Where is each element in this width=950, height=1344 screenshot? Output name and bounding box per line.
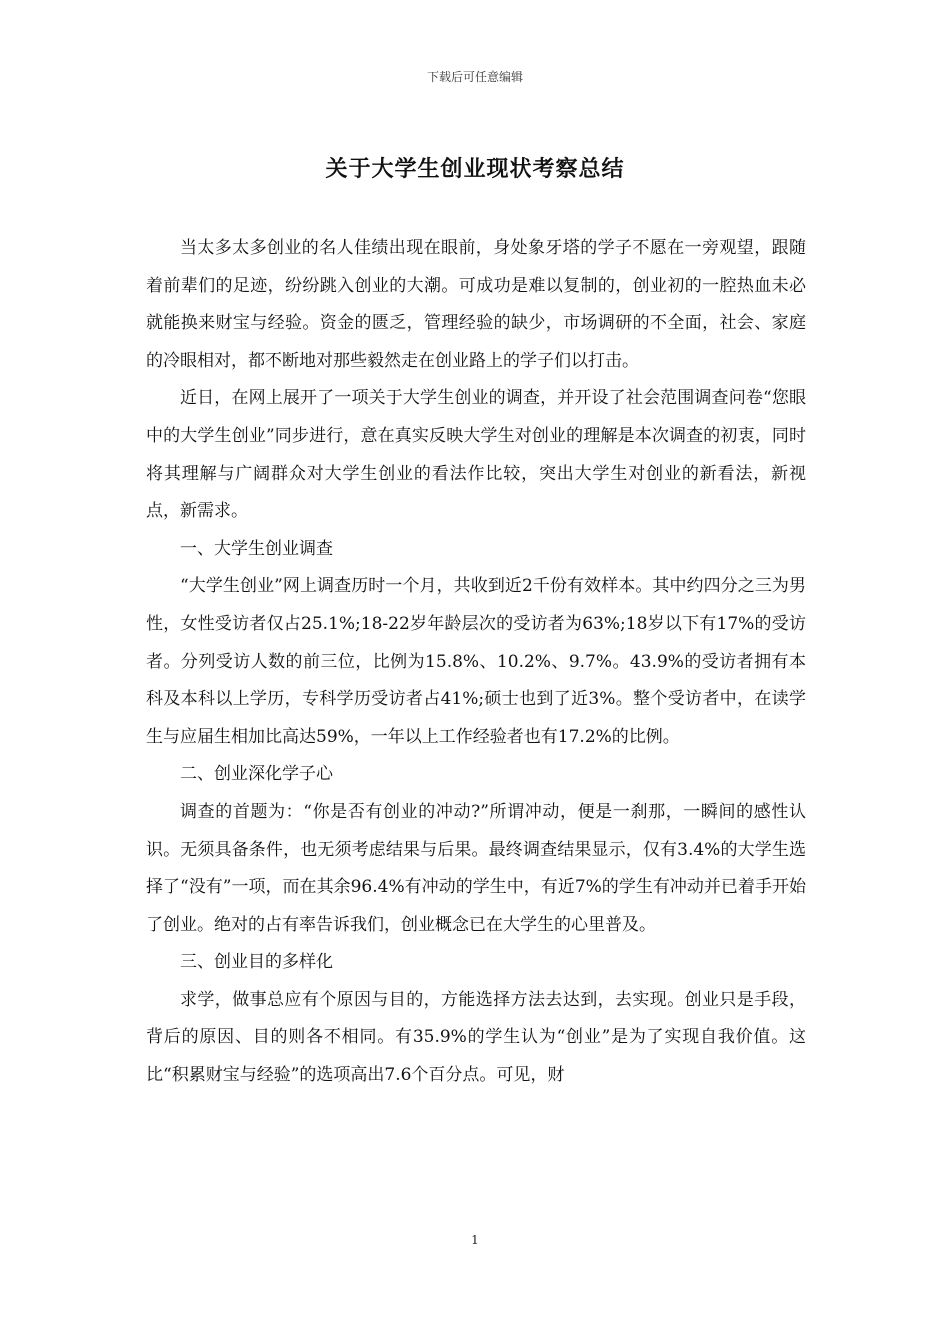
section-heading-1: 一、大学生创业调查	[180, 538, 333, 559]
paragraph-purpose: 求学，做事总应有个原因与目的，方能选择方法去达到，去实现。创业只是手段，背后的原因、目的则各不相同。有35.9%的学生认为“创业”是为了实现自我价值。这比“积累财宝与经验”的选项高出7.6个百分点。可见，财	[146, 989, 806, 1086]
paragraph-impulse: 调查的首题为：“你是否有创业的冲动?”所谓冲动，便是一刹那，一瞬间的感性认识。无须具备条件，也无须考虑结果与后果。最终调查结果显示，仅有3.4%的大学生选择了“没有”一项，而在其余96.4%有冲动的学生中，有近7%的学生有冲动并已着手开始了创业。绝对的占有率告诉我们，创业概念已在大学生的心里普及。	[146, 801, 806, 935]
section-heading-3: 三、创业目的多样化	[180, 952, 333, 973]
section-heading-2: 二、创业深化学子心	[180, 764, 333, 785]
paragraph-survey-results: “大学生创业”网上调查历时一个月，共收到近2千份有效样本。其中约四分之三为男性，女性受访者仅占25.1%;18-22岁年龄层次的受访者为63%;18岁以下有17%的受访者。分列受访人数的前三位，比例为15.8%、10.2%、9.7%。43.9%的受访者拥有本科及本科以上学历，专科学历受访者占41%;硕士也到了近3%。整个受访者中，在读学生与应届生相加比高达59%，一年以上工作经验者也有17.2%的比例。	[146, 576, 806, 747]
document-body	[146, 230, 806, 1095]
header-note: 下载后可任意编辑	[426, 70, 523, 84]
paragraph-survey-background: 近日，在网上展开了一项关于大学生创业的调查，并开设了社会范围调查问卷“您眼中的大学生创业”同步进行，意在真实反映大学生对创业的理解是本次调查的初衷，同时将其理解与广阔群众对大学生创业的看法作比较，突出大学生对创业的新看法，新视点，新需求。	[146, 388, 806, 522]
document-title: 关于大学生创业现状考察总结	[325, 157, 625, 182]
paragraph-intro: 当太多太多创业的名人佳绩出现在眼前，身处象牙塔的学子不愿在一旁观望，跟随着前辈们的足迹，纷纷跳入创业的大潮。可成功是难以复制的，创业初的一腔热血未必就能换来财宝与经验。资金的匮乏，管理经验的缺少，市场调研的不全面，社会、家庭的冷眼相对，都不断地对那些毅然走在创业路上的学子们以打击。	[146, 238, 806, 371]
page-number: 1	[471, 1233, 479, 1247]
